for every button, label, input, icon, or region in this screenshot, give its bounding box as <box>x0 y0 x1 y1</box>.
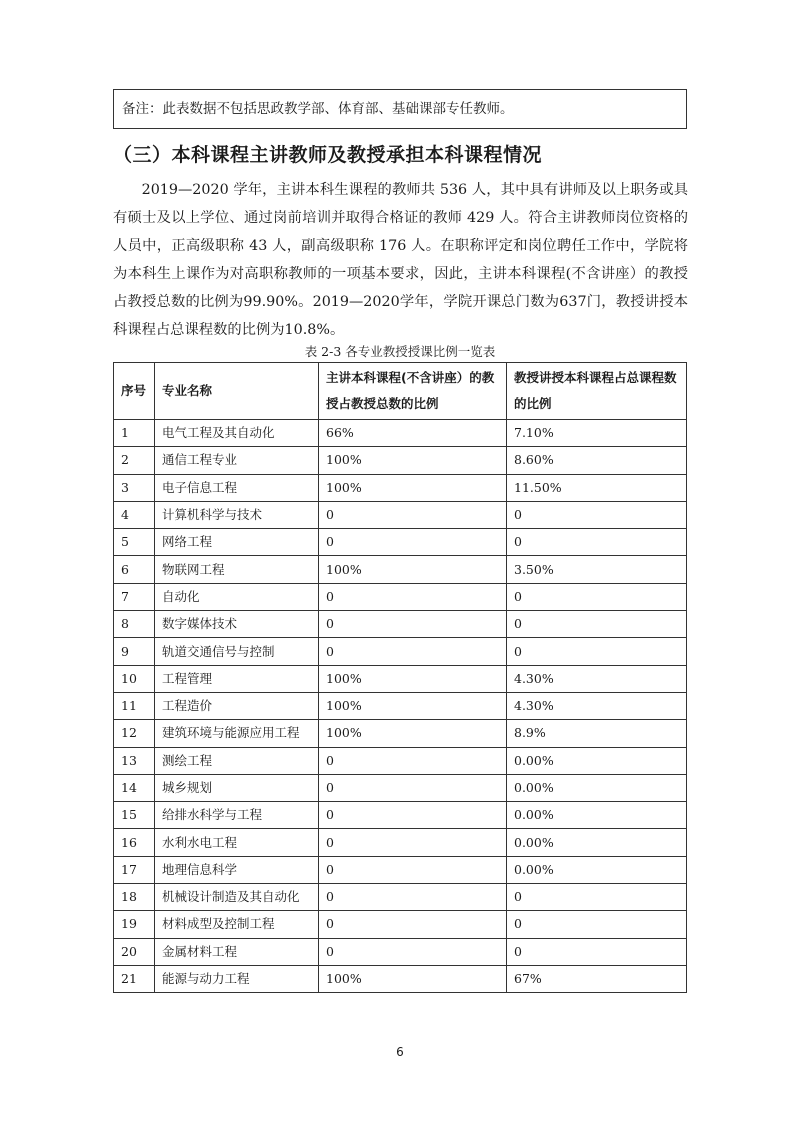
table-row <box>114 447 687 474</box>
cell-professor-ratio: 100% <box>319 474 507 501</box>
cell-course-ratio: 0.00% <box>507 802 687 829</box>
cell-professor-ratio: 100% <box>319 447 507 474</box>
cell-professor-ratio: 0 <box>319 638 507 665</box>
cell-major-name: 自动化 <box>155 583 319 610</box>
table-row <box>114 420 687 447</box>
cell-professor-ratio: 0 <box>319 938 507 965</box>
cell-professor-ratio: 0 <box>319 501 507 528</box>
cell-no: 9 <box>114 638 155 665</box>
cell-no: 2 <box>114 447 155 474</box>
cell-major-name: 工程管理 <box>155 665 319 692</box>
cell-no: 5 <box>114 529 155 556</box>
cell-course-ratio: 11.50% <box>507 474 687 501</box>
table-row <box>114 665 687 692</box>
cell-professor-ratio: 0 <box>319 583 507 610</box>
cell-professor-ratio: 0 <box>319 856 507 883</box>
table-row <box>114 829 687 856</box>
cell-course-ratio: 3.50% <box>507 556 687 583</box>
cell-professor-ratio: 100% <box>319 692 507 719</box>
cell-major-name: 水利水电工程 <box>155 829 319 856</box>
table-row <box>114 938 687 965</box>
cell-major-name: 材料成型及控制工程 <box>155 911 319 938</box>
cell-course-ratio: 0 <box>507 938 687 965</box>
cell-major-name: 工程造价 <box>155 692 319 719</box>
table-row <box>114 692 687 719</box>
cell-no: 10 <box>114 665 155 692</box>
header-major-name: 专业名称 <box>155 363 319 420</box>
header-professor-ratio: 主讲本科课程(不含讲座）的教授占教授总数的比例 <box>319 363 507 420</box>
table-caption: 表 2-3 各专业教授授课比例一览表 <box>304 344 496 359</box>
cell-no: 15 <box>114 802 155 829</box>
cell-professor-ratio: 0 <box>319 911 507 938</box>
cell-course-ratio: 0.00% <box>507 829 687 856</box>
table-row <box>114 747 687 774</box>
cell-no: 16 <box>114 829 155 856</box>
table-row <box>114 720 687 747</box>
cell-no: 17 <box>114 856 155 883</box>
table-body <box>114 420 687 993</box>
table-row <box>114 884 687 911</box>
cell-no: 3 <box>114 474 155 501</box>
cell-major-name: 能源与动力工程 <box>155 965 319 992</box>
cell-major-name: 测绘工程 <box>155 747 319 774</box>
cell-major-name: 网络工程 <box>155 529 319 556</box>
cell-course-ratio: 0.00% <box>507 774 687 801</box>
cell-course-ratio: 0 <box>507 884 687 911</box>
table-row <box>114 529 687 556</box>
cell-no: 12 <box>114 720 155 747</box>
cell-no: 1 <box>114 420 155 447</box>
table-row <box>114 638 687 665</box>
cell-course-ratio: 0 <box>507 583 687 610</box>
cell-major-name: 给排水科学与工程 <box>155 802 319 829</box>
cell-no: 4 <box>114 501 155 528</box>
cell-course-ratio: 8.60% <box>507 447 687 474</box>
cell-no: 19 <box>114 911 155 938</box>
cell-course-ratio: 0.00% <box>507 747 687 774</box>
table-row <box>114 856 687 883</box>
table-row <box>114 965 687 992</box>
cell-course-ratio: 0 <box>507 611 687 638</box>
cell-professor-ratio: 0 <box>319 802 507 829</box>
cell-professor-ratio: 66% <box>319 420 507 447</box>
cell-professor-ratio: 0 <box>319 829 507 856</box>
cell-course-ratio: 7.10% <box>507 420 687 447</box>
cell-professor-ratio: 0 <box>319 774 507 801</box>
table-row <box>114 474 687 501</box>
page-number: 6 <box>396 1045 404 1059</box>
cell-major-name: 机械设计制造及其自动化 <box>155 884 319 911</box>
cell-course-ratio: 0 <box>507 638 687 665</box>
cell-no: 11 <box>114 692 155 719</box>
cell-professor-ratio: 100% <box>319 665 507 692</box>
cell-major-name: 物联网工程 <box>155 556 319 583</box>
cell-professor-ratio: 100% <box>319 556 507 583</box>
table-row <box>114 774 687 801</box>
cell-course-ratio: 4.30% <box>507 692 687 719</box>
cell-no: 20 <box>114 938 155 965</box>
cell-no: 21 <box>114 965 155 992</box>
cell-major-name: 建筑环境与能源应用工程 <box>155 720 319 747</box>
cell-course-ratio: 0 <box>507 529 687 556</box>
cell-no: 14 <box>114 774 155 801</box>
body-paragraph: 2019—2020 学年，主讲本科生课程的教师共 536 人，其中具有讲师及以上职务或具有硕士及以上学位、通过岗前培训并取得合格证的教师 429 人。符合主讲教师岗位资格的人员中，正高级职称 43 人，副高级职称 176 人。在职称评定和岗位聘任工作中，学院将为本科生上课作为对高职称教师的一项基本要求，因此，主讲本科课程(不含讲座）的教授占教授总数的比例为99.90%。2019—2020学年，学院开课总门数为637门，教授讲授本科课程占总课程数的比例为10.8%。 <box>113 182 688 338</box>
header-course-ratio: 教授讲授本科课程占总课程数的比例 <box>507 363 687 420</box>
table-row <box>114 911 687 938</box>
table-row <box>114 611 687 638</box>
table-header-row <box>114 363 687 420</box>
cell-major-name: 计算机科学与技术 <box>155 501 319 528</box>
cell-professor-ratio: 100% <box>319 965 507 992</box>
cell-course-ratio: 8.9% <box>507 720 687 747</box>
cell-course-ratio: 4.30% <box>507 665 687 692</box>
cell-professor-ratio: 0 <box>319 747 507 774</box>
cell-no: 18 <box>114 884 155 911</box>
cell-professor-ratio: 0 <box>319 529 507 556</box>
cell-course-ratio: 67% <box>507 965 687 992</box>
section-heading: （三）本科课程主讲教师及教授承担本科课程情况 <box>113 144 543 166</box>
cell-course-ratio: 0 <box>507 911 687 938</box>
table-row <box>114 802 687 829</box>
table-row <box>114 501 687 528</box>
cell-major-name: 城乡规划 <box>155 774 319 801</box>
header-no: 序号 <box>114 363 155 420</box>
cell-major-name: 轨道交通信号与控制 <box>155 638 319 665</box>
cell-course-ratio: 0.00% <box>507 856 687 883</box>
cell-professor-ratio: 0 <box>319 884 507 911</box>
cell-no: 8 <box>114 611 155 638</box>
cell-no: 6 <box>114 556 155 583</box>
table-note <box>113 89 687 129</box>
table-row <box>114 583 687 610</box>
table-note-text: 备注：此表数据不包括思政教学部、体育部、基础课部专任教师。 <box>122 101 514 117</box>
cell-no: 7 <box>114 583 155 610</box>
cell-professor-ratio: 0 <box>319 611 507 638</box>
cell-no: 13 <box>114 747 155 774</box>
cell-major-name: 数字媒体技术 <box>155 611 319 638</box>
cell-major-name: 金属材料工程 <box>155 938 319 965</box>
cell-professor-ratio: 100% <box>319 720 507 747</box>
cell-major-name: 地理信息科学 <box>155 856 319 883</box>
cell-course-ratio: 0 <box>507 501 687 528</box>
teaching-ratio-table <box>113 362 687 993</box>
cell-major-name: 电子信息工程 <box>155 474 319 501</box>
cell-major-name: 通信工程专业 <box>155 447 319 474</box>
table-row <box>114 556 687 583</box>
cell-major-name: 电气工程及其自动化 <box>155 420 319 447</box>
